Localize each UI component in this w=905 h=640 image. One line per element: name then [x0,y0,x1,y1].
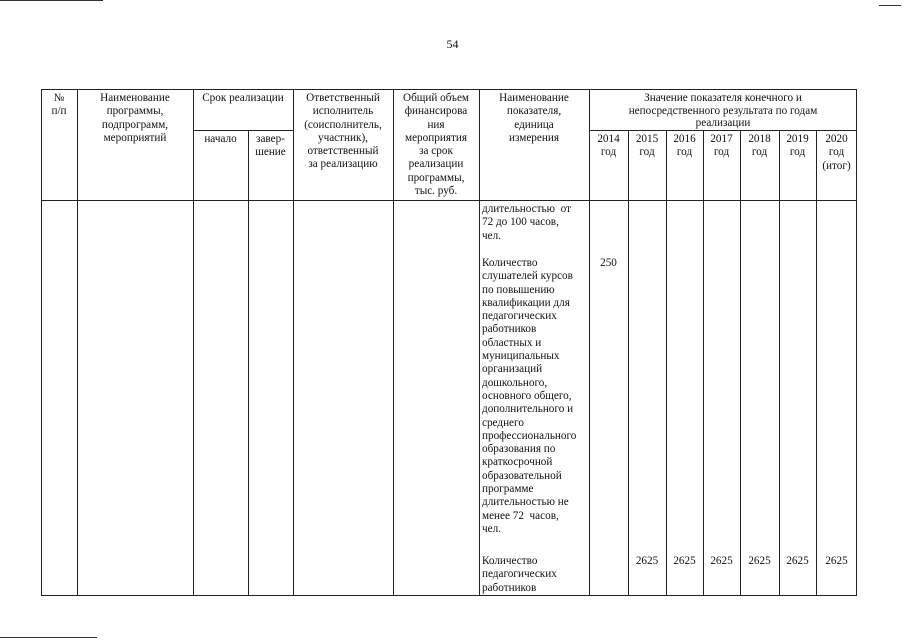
header-year-2018: 2018 год [748,133,771,159]
table-row-2-value-2014: 250 [600,257,617,269]
header-responsible: Ответственный исполнитель (соисполнитель, участник), ответственный за реализацию [304,92,382,171]
header-indicator: Наименование показателя, единица измерения [499,92,569,144]
table-row-1-indicator: длительностью от 72 до 100 часов, чел. [482,203,571,242]
divider-indicator [589,89,590,596]
scan-mark-bottom-left [0,637,97,638]
divider-funding [479,89,480,596]
table-row-3-value-2020: 2625 [825,555,848,567]
table-row-3-value-2016: 2625 [673,555,696,567]
table-row-3-indicator: Количество педагогических работников [482,555,557,594]
header-bottom-line [41,200,857,201]
table-row-3-value-2018: 2625 [748,555,771,567]
scan-mark-top-left [0,0,103,1]
header-end: завер- шение [255,133,286,159]
header-values-title: Значение показателя конечного и непосредственного результата по годам реализации [628,92,818,130]
header-year-2015: 2015 год [635,133,659,159]
divider-num [77,89,78,596]
header-year-2019: 2019 год [786,133,809,159]
page-number: 54 [446,37,459,51]
period-subheader-line [193,130,293,131]
header-year-2016: 2016 год [673,133,696,159]
table-row-2-indicator: Количество слушателей курсов по повышению квалификации для педагогических работников областных и муниципальных организаций дошкольного, основного общего, дополнительного и среднего профессионального образования по краткосрочной образовательной программе длительностью не менее 72 часов, чел. [482,257,577,535]
table-row-3-value-2019: 2625 [786,555,809,567]
years-subheader-line [589,130,857,131]
header-start: начало [204,133,237,145]
header-name: Наименование программы, подпрограмм, мероприятий [100,92,170,144]
header-period: Срок реализации [202,92,284,104]
header-year-2020: 2020 год (итог) [822,133,851,172]
table-row-3-value-2015: 2625 [635,555,659,567]
scan-mark-top-right [879,5,901,6]
header-number: № п/п [51,92,67,118]
divider-name [193,89,194,596]
header-year-2014: 2014 год [597,133,620,159]
table-row-3-value-2017: 2625 [710,555,733,567]
header-funding: Общий объем финансирова ния мероприятия за срок реализации программы, тыс. руб. [403,92,469,198]
header-year-2017: 2017 год [710,133,733,159]
